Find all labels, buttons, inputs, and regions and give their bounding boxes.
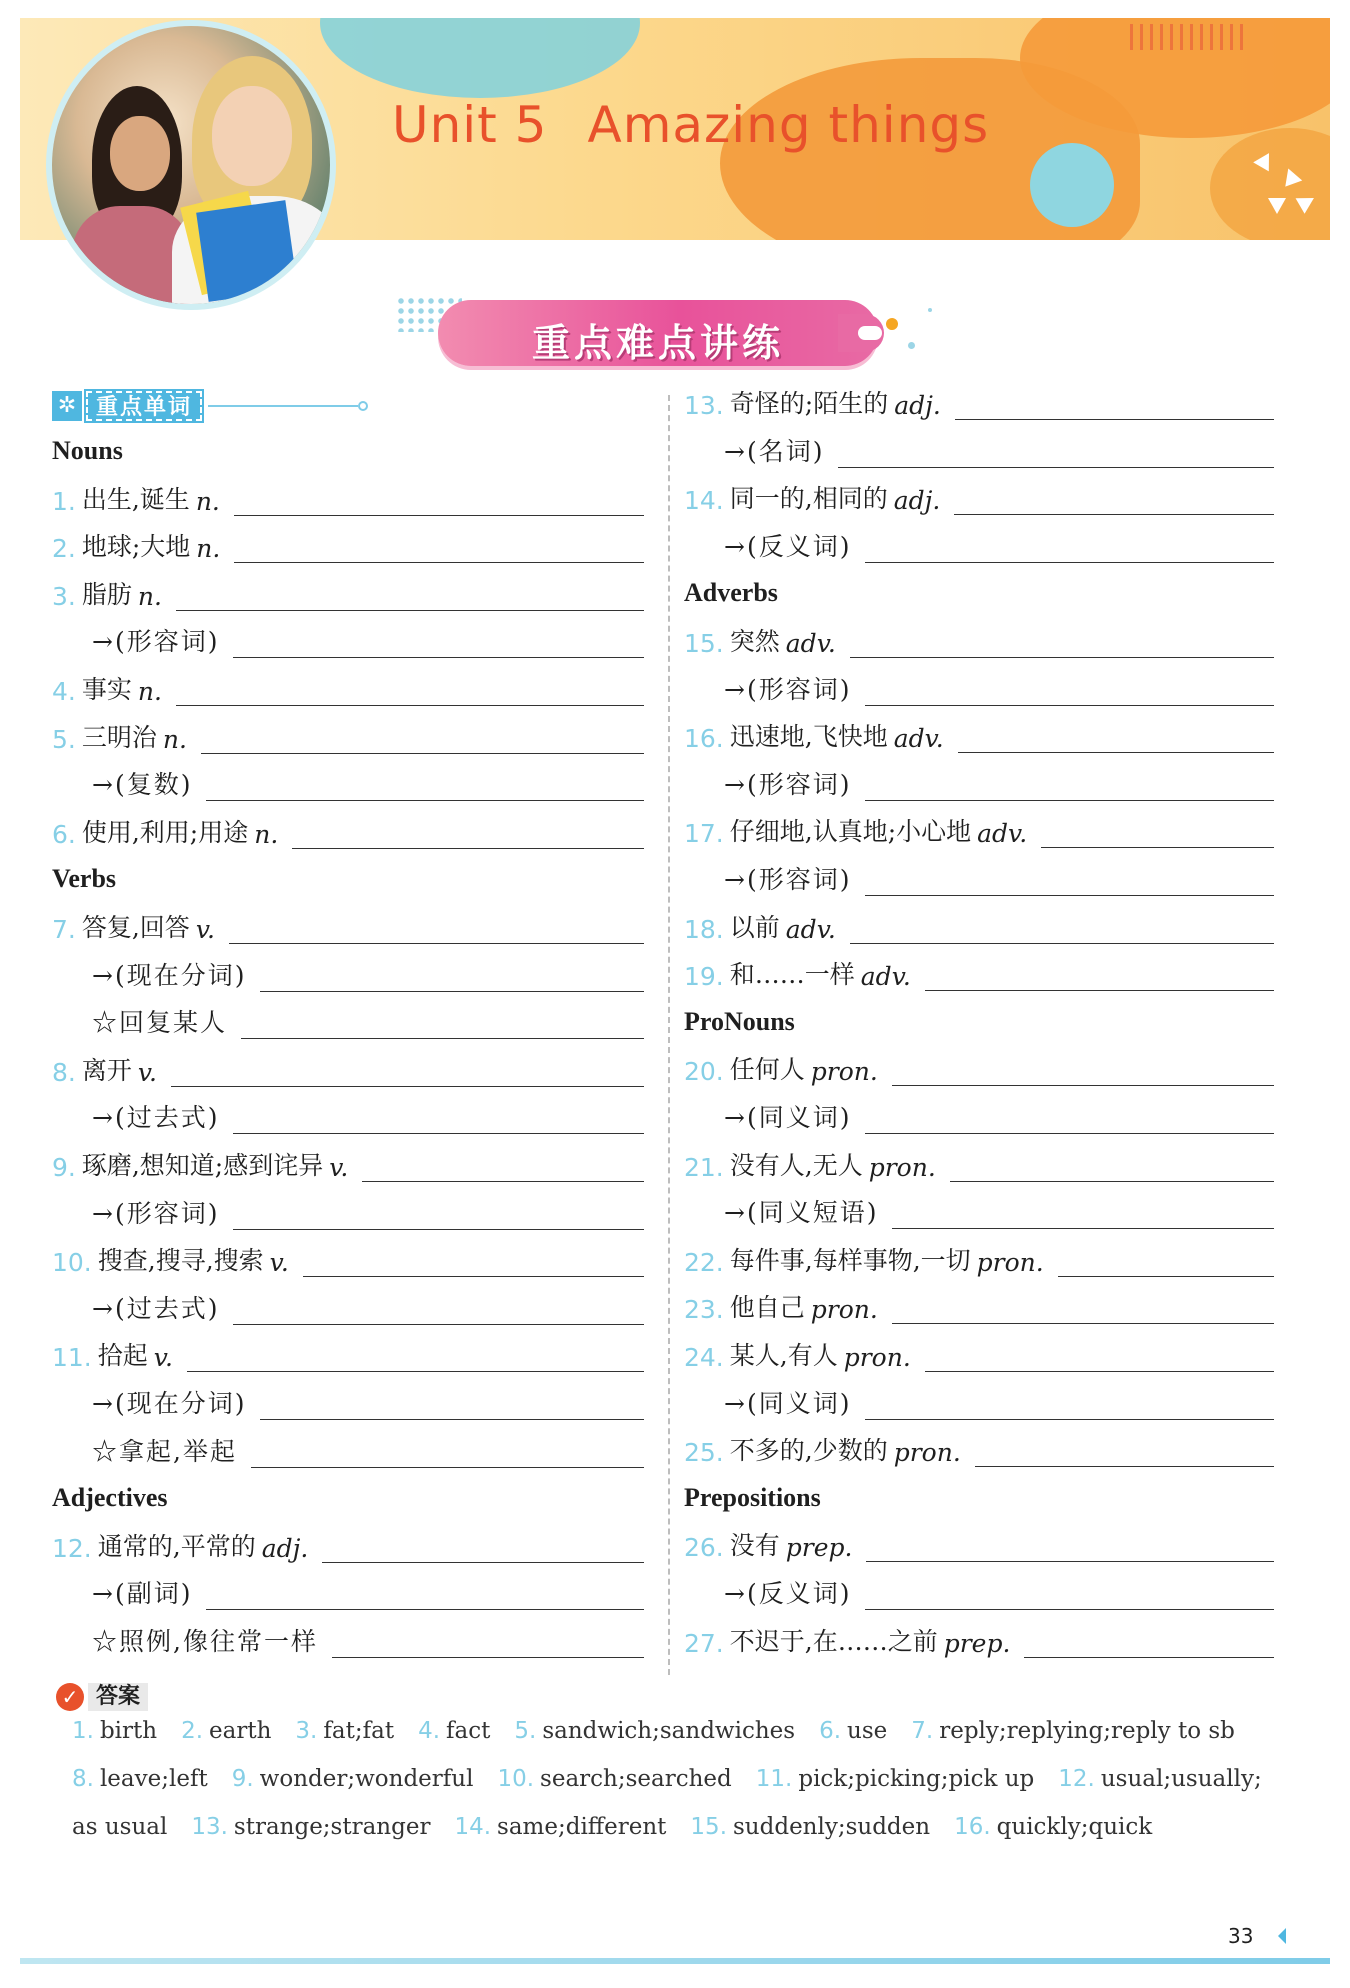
answer-number: 14. <box>454 1814 492 1840</box>
item-number: 19. <box>684 962 724 992</box>
answer-text: pick;picking;pick up <box>798 1766 1035 1792</box>
answer-number: 15. <box>690 1814 727 1840</box>
item-number: 7. <box>52 915 76 944</box>
answer-blank[interactable] <box>234 486 644 516</box>
item-meaning: 地球;大地 <box>81 532 191 562</box>
item-meaning: →(副词) <box>92 1579 193 1609</box>
part-of-speech: pron. <box>810 1057 878 1087</box>
section-label: Nouns <box>52 436 123 465</box>
vocab-item <box>52 904 644 944</box>
item-meaning: 以前 <box>729 912 780 942</box>
item-number: 4. <box>52 677 76 706</box>
answer-item <box>819 1718 887 1744</box>
section-label: Adverbs <box>684 578 778 608</box>
answer-number: 16. <box>954 1814 991 1840</box>
answer-blank[interactable] <box>229 914 644 944</box>
item-number: 26. <box>684 1533 724 1563</box>
vocab-item <box>684 1142 1274 1182</box>
answer-line <box>72 1814 1176 1840</box>
answer-text: suddenly;sudden <box>733 1814 931 1840</box>
dot-icon <box>928 308 932 312</box>
answer-item <box>497 1766 731 1792</box>
answer-number: 4. <box>418 1718 441 1744</box>
item-meaning: ☆回复某人 <box>92 1008 228 1038</box>
part-of-speech: v. <box>137 1057 157 1087</box>
unit-label: Unit 5 <box>392 96 548 154</box>
answer-text: as usual <box>72 1814 168 1840</box>
answer-blank[interactable] <box>865 771 1274 801</box>
answer-item <box>72 1814 167 1840</box>
vocab-item <box>684 1284 1274 1324</box>
item-number: 22. <box>684 1247 724 1277</box>
item-number: 10. <box>52 1248 92 1278</box>
page-number: 33 <box>1228 1924 1254 1948</box>
answer-blank[interactable] <box>950 1152 1274 1182</box>
part-of-speech: n. <box>162 724 187 754</box>
answer-text: usual;usually; <box>1100 1766 1262 1792</box>
part-of-speech: adv. <box>785 914 836 944</box>
answer-blank[interactable] <box>850 628 1274 658</box>
item-meaning: 没有人,无人 <box>729 1150 863 1180</box>
item-meaning: →(形容词) <box>92 1198 220 1228</box>
checkmark-icon: ✓ <box>56 1683 84 1711</box>
answer-blank[interactable] <box>233 1104 644 1134</box>
item-meaning: 同一的,相同的 <box>729 484 888 514</box>
answer-text: quickly;quick <box>996 1814 1153 1840</box>
vocab-subitem <box>92 1190 644 1230</box>
answer-number: 10. <box>497 1766 535 1792</box>
answer-item <box>295 1718 394 1744</box>
vocab-subitem <box>724 1189 1274 1229</box>
vocab-subitem <box>92 1285 644 1325</box>
footer-bar <box>20 1958 1330 1964</box>
vocab-subitem <box>724 523 1274 563</box>
answer-blank[interactable] <box>1058 1247 1274 1277</box>
answer-blank[interactable] <box>1024 1628 1274 1658</box>
part-of-speech: n. <box>137 677 162 706</box>
answer-blank[interactable] <box>292 819 644 849</box>
answer-item <box>690 1814 930 1840</box>
answer-text: reply;replying;reply to sb <box>939 1718 1235 1744</box>
vocab-item <box>52 666 644 706</box>
answer-blank[interactable] <box>892 1056 1274 1086</box>
vocab-subitem <box>724 666 1274 706</box>
vocab-item <box>52 1142 644 1182</box>
answer-item <box>232 1766 474 1792</box>
item-number: 23. <box>684 1295 724 1325</box>
vocab-item <box>52 1047 644 1087</box>
answer-text: fact <box>446 1718 491 1744</box>
pill-tail-decoration <box>838 314 884 352</box>
item-meaning: →(同义词) <box>724 1103 852 1132</box>
item-number: 12. <box>52 1533 92 1563</box>
section-label: Verbs <box>52 864 117 894</box>
students-photo <box>46 20 336 310</box>
vocab-item <box>684 713 1274 753</box>
answers-label: 答案 <box>88 1683 148 1711</box>
vocab-item <box>52 1523 644 1563</box>
decorative-blob <box>1210 128 1330 240</box>
item-meaning: →(现在分词) <box>92 960 247 990</box>
answer-blank[interactable] <box>241 1009 644 1039</box>
item-meaning: 通常的,平常的 <box>97 1531 256 1561</box>
answer-text: fat;fat <box>323 1718 395 1744</box>
part-of-speech: adj. <box>261 1533 309 1563</box>
vocab-subitem <box>724 856 1274 896</box>
item-number: 11. <box>52 1343 92 1373</box>
vocab-item <box>684 808 1274 848</box>
answer-blank[interactable] <box>234 533 644 563</box>
item-meaning: 脂肪 <box>81 579 132 609</box>
item-meaning: 迅速地,飞快地 <box>729 722 888 752</box>
answer-item <box>1058 1766 1261 1792</box>
vocab-item <box>684 380 1274 420</box>
decorative-circle <box>1030 143 1114 227</box>
vocab-subitem <box>92 618 644 658</box>
item-meaning: 拾起 <box>97 1341 148 1371</box>
answer-blank[interactable] <box>171 1057 644 1087</box>
answer-text: same;different <box>497 1814 667 1840</box>
item-number: 17. <box>684 819 724 849</box>
part-of-speech: pron. <box>810 1295 878 1325</box>
vocab-item <box>684 1237 1274 1277</box>
part-of-speech: n. <box>196 534 221 564</box>
answer-text: earth <box>209 1718 272 1744</box>
answer-text: search;searched <box>540 1766 732 1792</box>
item-number: 2. <box>52 534 76 564</box>
section-heading <box>396 296 956 370</box>
item-meaning: 使用,利用;用途 <box>81 817 249 847</box>
answer-blank[interactable] <box>838 438 1274 468</box>
section-pill <box>438 300 878 366</box>
item-meaning: 任何人 <box>729 1055 805 1085</box>
answer-blank[interactable] <box>187 1342 644 1372</box>
part-of-speech: n. <box>254 819 279 849</box>
answer-number: 1. <box>72 1718 94 1744</box>
item-number: 8. <box>52 1057 76 1087</box>
part-of-speech: pron. <box>868 1152 936 1182</box>
item-meaning: →(过去式) <box>92 1103 220 1133</box>
answer-blank[interactable] <box>176 581 644 611</box>
part-of-speech: pron. <box>843 1343 911 1372</box>
dot-icon <box>886 318 898 330</box>
item-number: 9. <box>52 1153 76 1182</box>
answer-blank[interactable] <box>322 1533 644 1563</box>
vocab-subitem <box>92 1094 644 1134</box>
item-number: 6. <box>52 819 76 849</box>
part-of-speech: n. <box>137 581 162 611</box>
item-meaning: ☆拿起,举起 <box>92 1436 237 1466</box>
item-meaning: 答复,回答 <box>81 913 190 942</box>
part-of-speech: pron. <box>893 1438 961 1468</box>
item-meaning: ☆照例,像往常一样 <box>92 1627 318 1656</box>
decorative-blob <box>320 18 640 98</box>
vocab-item <box>52 1332 644 1372</box>
answer-item <box>191 1814 430 1840</box>
answer-blank[interactable] <box>925 1342 1274 1372</box>
item-number: 18. <box>684 914 724 944</box>
vocab-heading-tag <box>52 390 368 422</box>
item-number: 15. <box>684 629 724 658</box>
vocab-heading-label: 重点单词 <box>86 391 202 421</box>
answer-text: use <box>847 1718 888 1744</box>
item-meaning: 他自己 <box>729 1293 805 1323</box>
vocab-subitem <box>724 1380 1274 1420</box>
item-number: 16. <box>684 724 724 754</box>
vocab-subitem <box>724 1094 1274 1134</box>
vocab-subitem <box>92 1428 644 1468</box>
section-pill-label: 重点难点讲练 <box>531 321 784 365</box>
item-meaning: 事实 <box>81 675 132 704</box>
item-meaning: →(形容词) <box>724 769 852 799</box>
vocab-subitem <box>92 952 644 992</box>
section-label: ProNouns <box>684 1006 795 1036</box>
answers-heading <box>56 1683 148 1711</box>
item-meaning: 三明治 <box>81 722 157 752</box>
vocab-item <box>684 618 1274 658</box>
answer-item <box>418 1718 490 1744</box>
item-meaning: 不迟于,在……之前 <box>729 1626 938 1656</box>
part-of-speech: v. <box>269 1248 289 1278</box>
item-meaning: 某人,有人 <box>729 1341 838 1370</box>
answer-blank[interactable] <box>201 724 644 754</box>
answer-line <box>72 1718 1259 1744</box>
dot-icon <box>908 342 915 349</box>
answer-number: 6. <box>819 1718 842 1744</box>
part-of-speech: pron. <box>976 1247 1044 1277</box>
part-of-speech: prep. <box>943 1628 1011 1658</box>
vocab-subitem <box>724 1570 1274 1610</box>
item-number: 27. <box>684 1628 724 1658</box>
page-title <box>392 96 989 154</box>
section-label: Adjectives <box>52 1483 168 1513</box>
answer-item <box>454 1814 666 1840</box>
item-number: 13. <box>684 391 724 420</box>
answer-text: sandwich;sandwiches <box>542 1718 796 1744</box>
item-number: 25. <box>684 1438 724 1468</box>
answer-blank[interactable] <box>303 1247 644 1277</box>
answer-text: leave;left <box>99 1766 208 1792</box>
item-meaning: 离开 <box>81 1055 132 1085</box>
vocab-item <box>684 475 1274 515</box>
answer-blank[interactable] <box>865 1580 1274 1610</box>
answer-blank[interactable] <box>1041 818 1274 848</box>
answer-blank[interactable] <box>955 390 1274 420</box>
vocab-item <box>52 476 644 516</box>
vocab-item <box>52 809 644 849</box>
item-meaning: →(过去式) <box>92 1293 220 1323</box>
answer-number: 8. <box>72 1766 94 1792</box>
answer-blank[interactable] <box>260 1390 644 1420</box>
part-of-speech: adv. <box>977 819 1028 849</box>
part-of-speech: adj. <box>894 391 941 420</box>
vocab-subitem <box>92 1618 644 1658</box>
answer-blank[interactable] <box>975 1437 1274 1467</box>
item-meaning: →(复数) <box>92 770 193 800</box>
vocab-item <box>684 904 1274 944</box>
part-of-speech: v. <box>329 1153 349 1182</box>
answer-blank[interactable] <box>925 961 1274 991</box>
item-meaning: →(名词) <box>724 436 825 466</box>
item-meaning: 琢磨,想知道;感到诧异 <box>81 1151 324 1180</box>
item-meaning: 仔细地,认真地;小心地 <box>729 817 972 847</box>
item-meaning: 没有 <box>729 1531 780 1561</box>
answer-item <box>911 1718 1235 1744</box>
unit-title-text: Amazing things <box>587 96 990 154</box>
vocab-item <box>52 523 644 563</box>
section-label: Prepositions <box>684 1482 821 1512</box>
item-meaning: →(反义词) <box>724 531 852 561</box>
page-arrow-icon <box>1278 1928 1286 1944</box>
answer-number: 12. <box>1058 1766 1095 1792</box>
answer-blank[interactable] <box>251 1438 644 1468</box>
answer-blank[interactable] <box>233 628 644 658</box>
answer-blank[interactable] <box>866 1532 1274 1562</box>
vocab-item <box>52 1237 644 1277</box>
triangle-icon <box>1268 198 1286 214</box>
answer-item <box>514 1718 795 1744</box>
answer-item <box>72 1718 157 1744</box>
item-meaning: 出生,诞生 <box>81 484 190 514</box>
vocab-item <box>52 571 644 611</box>
answer-blank[interactable] <box>958 723 1274 753</box>
heading-rule-end <box>358 401 368 411</box>
answer-blank[interactable] <box>206 1580 644 1610</box>
item-meaning: 搜查,搜寻,搜索 <box>97 1246 264 1276</box>
part-of-speech: adv. <box>893 724 944 754</box>
answer-text: strange;stranger <box>233 1814 431 1840</box>
part-of-speech: adj. <box>893 486 941 516</box>
answer-blank[interactable] <box>954 485 1274 515</box>
heading-rule <box>208 405 358 407</box>
vocab-item <box>684 951 1274 991</box>
item-meaning: →(反义词) <box>724 1579 852 1608</box>
answer-number: 11. <box>755 1766 793 1792</box>
item-meaning: 突然 <box>729 627 780 656</box>
answer-number: 3. <box>295 1718 318 1744</box>
answer-blank[interactable] <box>332 1628 644 1658</box>
answer-blank[interactable] <box>176 676 644 706</box>
vocab-subitem <box>92 999 644 1039</box>
vocab-item <box>684 1522 1274 1562</box>
answer-blank[interactable] <box>206 771 644 801</box>
answer-text: birth <box>99 1718 158 1744</box>
answer-number: 5. <box>514 1718 537 1744</box>
part-of-speech: prep. <box>785 1533 853 1563</box>
vocab-item <box>52 714 644 754</box>
vocab-subitem <box>92 1570 644 1610</box>
item-number: 24. <box>684 1343 724 1372</box>
part-of-speech: n. <box>195 486 220 516</box>
answer-number: 13. <box>191 1814 228 1840</box>
answer-blank[interactable] <box>260 962 644 992</box>
answer-blank[interactable] <box>865 676 1274 706</box>
answer-number: 7. <box>911 1718 934 1744</box>
answer-blank[interactable] <box>865 1104 1274 1134</box>
answer-line <box>72 1766 1286 1792</box>
item-meaning: 奇怪的;陌生的 <box>729 389 889 418</box>
part-of-speech: v. <box>153 1343 173 1373</box>
item-meaning: →(形容词) <box>724 865 852 894</box>
answer-text: wonder;wonderful <box>259 1766 474 1792</box>
item-number: 20. <box>684 1057 724 1087</box>
item-number: 14. <box>684 486 724 516</box>
answer-number: 2. <box>181 1718 204 1744</box>
vocab-subitem <box>724 761 1274 801</box>
answer-blank[interactable] <box>892 1199 1274 1229</box>
item-number: 1. <box>52 486 76 516</box>
item-meaning: →(同义短语) <box>724 1198 879 1228</box>
answer-item <box>181 1718 271 1744</box>
answer-blank[interactable] <box>233 1200 644 1230</box>
answer-item <box>954 1814 1152 1840</box>
item-number: 3. <box>52 581 76 611</box>
part-of-speech: v. <box>195 915 215 944</box>
item-meaning: 不多的,少数的 <box>729 1436 888 1466</box>
answer-item <box>72 1766 208 1792</box>
vocab-item <box>684 1332 1274 1372</box>
answer-blank[interactable] <box>865 866 1274 896</box>
item-meaning: →(形容词) <box>724 674 852 704</box>
answer-blank[interactable] <box>892 1294 1274 1324</box>
vocab-subitem <box>92 1380 644 1420</box>
vocab-item <box>684 1427 1274 1467</box>
part-of-speech: adv. <box>785 629 836 658</box>
item-number: 5. <box>52 724 76 754</box>
item-meaning: 和……一样 <box>729 960 855 990</box>
answer-blank[interactable] <box>865 1390 1274 1420</box>
answer-item <box>756 1766 1035 1792</box>
answer-number: 9. <box>231 1766 254 1792</box>
item-meaning: →(形容词) <box>92 627 220 657</box>
vocab-item <box>684 1618 1274 1658</box>
answer-blank[interactable] <box>865 533 1274 563</box>
column-divider <box>668 395 670 1675</box>
vocab-subitem <box>724 428 1274 468</box>
answer-blank[interactable] <box>362 1152 644 1182</box>
vocab-item <box>684 1046 1274 1086</box>
vocab-subitem <box>92 761 644 801</box>
item-meaning: 每件事,每样事物,一切 <box>729 1245 971 1275</box>
item-meaning: →(同义词) <box>724 1388 852 1418</box>
answer-blank[interactable] <box>233 1295 644 1325</box>
sparkle-icon: ✲ <box>52 391 82 421</box>
decorative-stripes <box>1130 24 1250 50</box>
answer-blank[interactable] <box>850 914 1274 944</box>
part-of-speech: adv. <box>860 962 911 992</box>
item-number: 21. <box>684 1152 724 1182</box>
item-meaning: →(现在分词) <box>92 1389 247 1418</box>
